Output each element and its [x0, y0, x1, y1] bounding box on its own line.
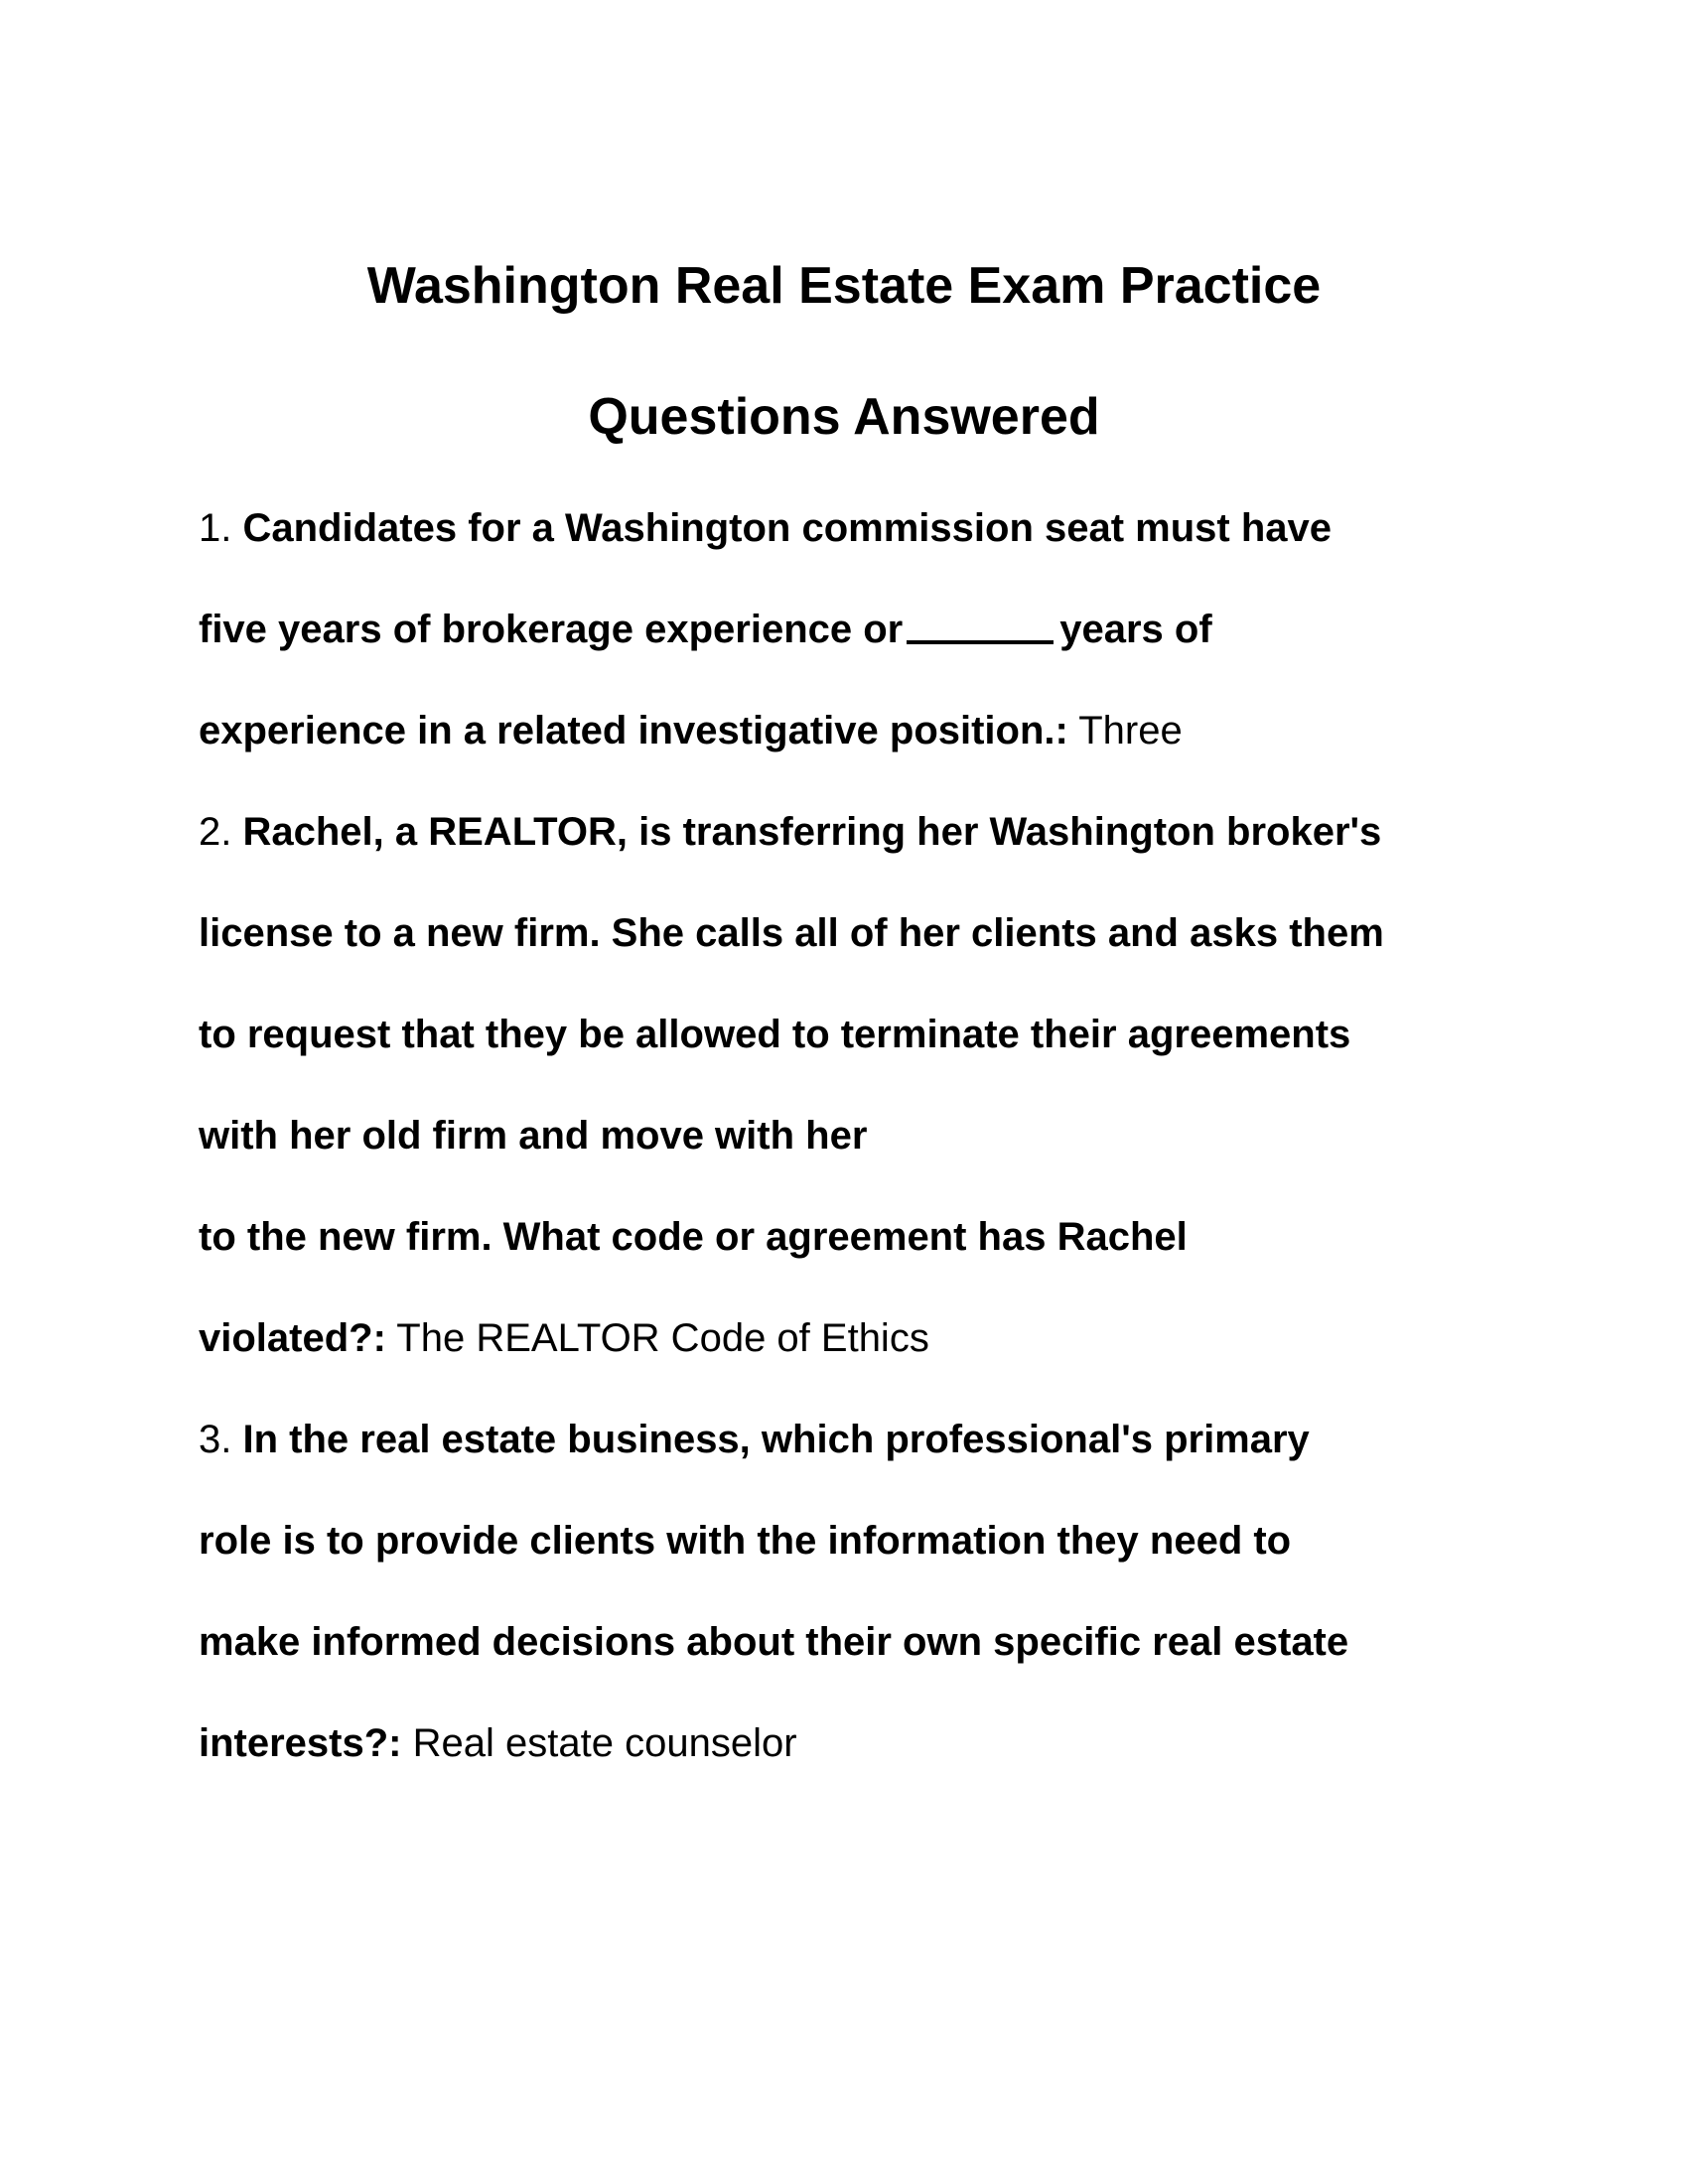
- question-text: violated?:: [199, 1316, 386, 1360]
- question-3-line-2: [199, 1517, 1291, 1565]
- question-text: experience in a related investigative position.:: [199, 709, 1068, 752]
- question-text: Rachel, a REALTOR, is transferring her Washington broker's: [242, 810, 1382, 854]
- question-text: make informed decisions about their own specific real estate: [199, 1620, 1349, 1664]
- answer-text: Real estate counselor: [412, 1721, 797, 1765]
- question-text: to request that they be allowed to terminate their agreements: [199, 1013, 1351, 1056]
- question-3-line-1: [199, 1416, 1310, 1463]
- question-text: license to a new firm. She calls all of her clients and asks them: [199, 911, 1384, 955]
- question-text: role is to provide clients with the information they need to: [199, 1519, 1292, 1563]
- question-3-line-4: [199, 1719, 797, 1767]
- question-2-line-4: [199, 1112, 867, 1160]
- question-text: with her old firm and move with her: [199, 1114, 868, 1158]
- question-2-line-5: [199, 1213, 1188, 1261]
- question-text: to the new firm. What code or agreement has Rachel: [199, 1215, 1188, 1259]
- question-text: interests?:: [199, 1721, 402, 1765]
- question-1-line-3: [199, 707, 1183, 754]
- question-number: 3.: [199, 1418, 232, 1461]
- document-title-line-2: Questions Answered: [588, 388, 1100, 446]
- question-text: years of: [1059, 608, 1212, 651]
- fill-in-blank: [907, 640, 1054, 644]
- question-1-line-2: [199, 606, 1212, 653]
- question-text: five years of brokerage experience or: [199, 608, 904, 651]
- question-2-line-3: [199, 1011, 1350, 1058]
- question-2-line-1: [199, 808, 1381, 856]
- question-number: 1.: [199, 506, 232, 550]
- answer-text: Three: [1078, 709, 1183, 752]
- answer-text: The REALTOR Code of Ethics: [396, 1316, 929, 1360]
- question-text: Candidates for a Washington commission seat must have: [242, 506, 1333, 550]
- question-text: In the real estate business, which professional's primary: [242, 1418, 1310, 1461]
- question-3-line-3: [199, 1618, 1348, 1666]
- question-2-line-2: [199, 909, 1384, 957]
- question-number: 2.: [199, 810, 232, 854]
- document-title-line-1: Washington Real Estate Exam Practice: [366, 257, 1322, 315]
- question-1-line-1: [199, 504, 1332, 552]
- question-2-line-6: [199, 1314, 929, 1362]
